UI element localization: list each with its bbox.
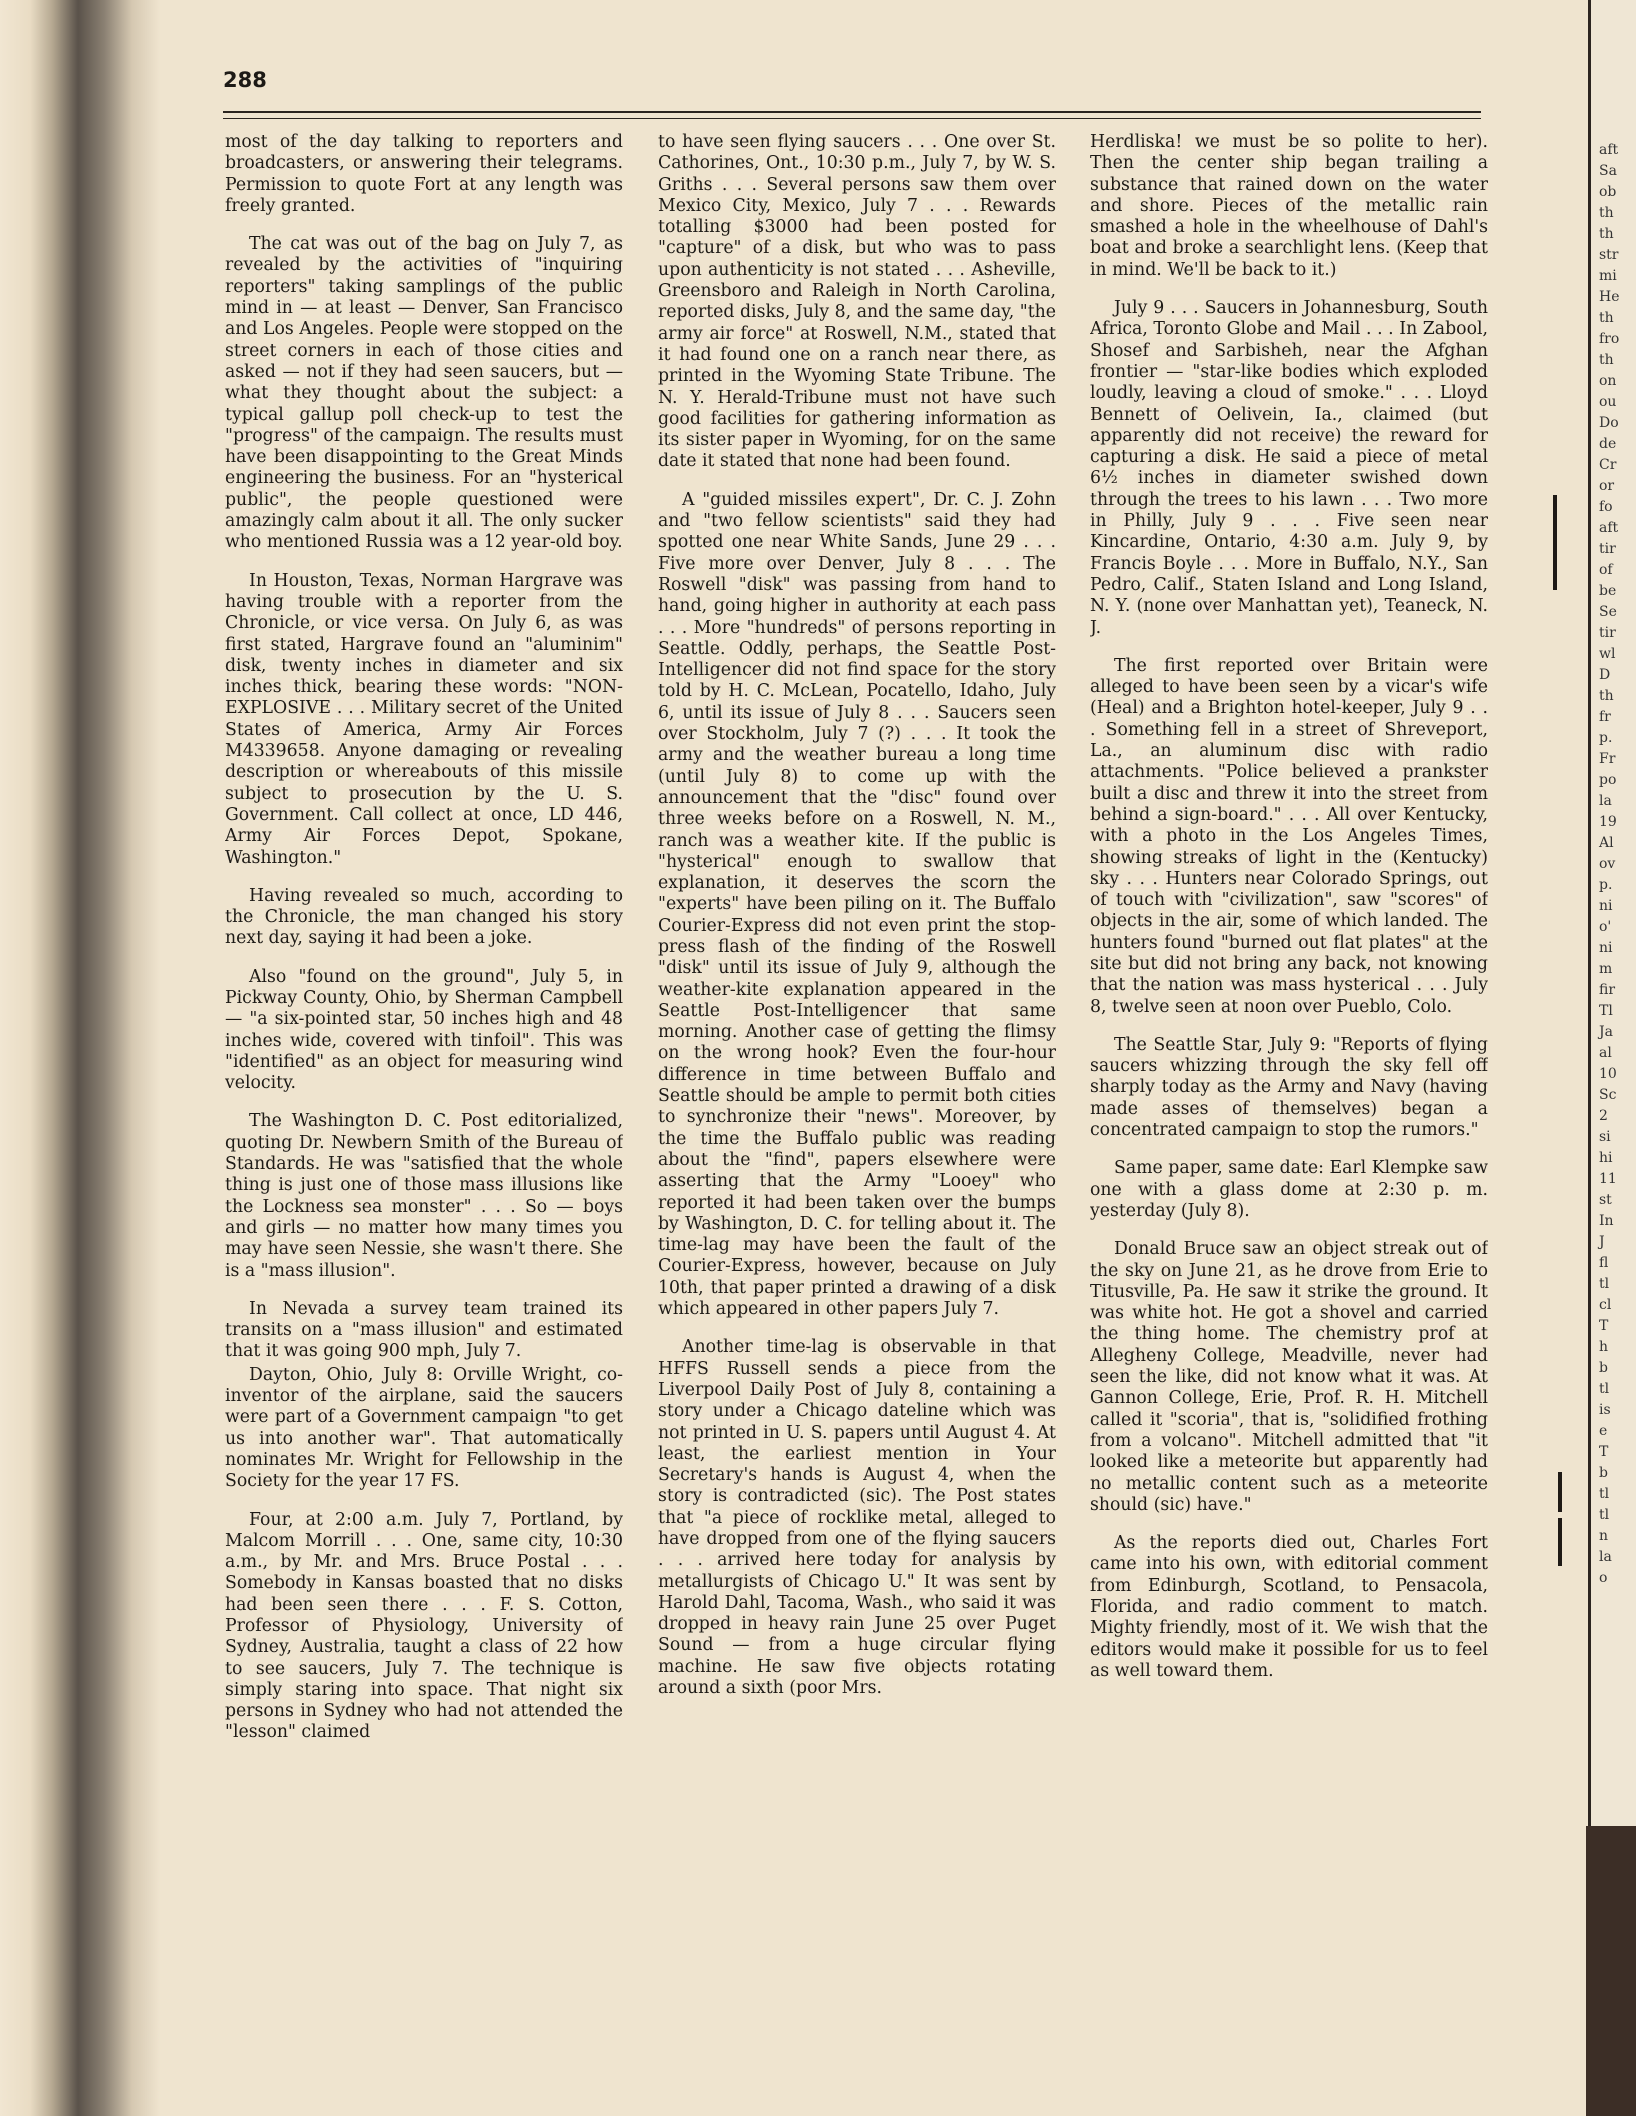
paragraph: Dayton, Ohio, July 8: Orville Wright, co-inventor of the airplane, said the saucers were part of a Government campaign "to get us into another war". That automatically nominates Mr. Wright for Fellowship in the Society for the year 17 FS. xyxy=(225,1364,623,1492)
paragraph: In Houston, Texas, Norman Hargrave was having trouble with a reporter from the Chronicle, or vice versa. On July 6, as was first stated, Hargrave found an "aluminim" disk, twenty inches in diameter and six inches thick, bearing these words: "NON-EXPLOSIVE . . . Military secret of the United States of America, Army Air Forces M4339658. Anyone damaging or revealing description or whereabouts of this missile subject to prosecution by the U. S. Government. Call collect at once, LD 446, Army Air Forces Depot, Spokane, Washington." xyxy=(225,570,623,868)
book-binding-shadow xyxy=(0,0,160,2116)
paragraph: The Seattle Star, July 9: "Reports of flying saucers whizzing through the sky fell off sharply today as the Army and Navy (having made asses of themselves) began a concentrated campaign to stop the rumors." xyxy=(1090,1034,1488,1141)
header-rule xyxy=(223,111,1481,113)
paragraph: Having revealed so much, according to the Chronicle, the man changed his story next day, saying it had been a joke. xyxy=(225,885,623,949)
paragraph: Herdliska! we must be so polite to her). Then the center ship began trailing a substance that rained down on the water and shore. Pieces of the metallic rain smashed a hole in the wheelhouse of Dahl's boat and broke a searchlight lens. (Keep that in mind. We'll be back to it.) xyxy=(1090,132,1488,280)
paragraph: Donald Bruce saw an object streak out of the sky on June 21, as he drove from Erie to Titusville, Pa. He saw it strike the ground. It was white hot. He got a shovel and carried the thing home. The chemistry prof at Allegheny College, Meadville, never had seen the like, did not know what it was. At Gannon College, Erie, Prof. R. H. Mitchell called it "scoria", that is, "solidified frothing from a volcano". Mitchell admitted that "it looked like a meteorite but apparently had no metallic content such as a meteorite should (sic) have." xyxy=(1090,1239,1488,1515)
text-column-1 xyxy=(225,132,623,2092)
margin-mark xyxy=(1558,1472,1562,1512)
paragraph: The Washington D. C. Post editorialized, quoting Dr. Newbern Smith of the Bureau of Standards. He was "satisfied that the whole thing is just one of those mass illusions like the Lockness sea monster" . . . So — boys and girls — no matter how many times you may have seen Nessie, she wasn't there. She is a "mass illusion". xyxy=(225,1111,623,1281)
paragraph: The cat was out of the bag on July 7, as revealed by the activities of "inquiring reporters" taking samplings of the public mind in — at least — Denver, San Francisco and Los Angeles. People were stopped on the street corners in each of those cities and asked — not if they had seen saucers, but — what they thought about the subject: a typical gallup poll check-up to test the "progress" of the campaign. The results must have been disappointing to the Great Minds engineering the business. For an "hysterical public", the people questioned were amazingly calm about it all. The only sucker who mentioned Russia was a 12 year-old boy. xyxy=(225,234,623,553)
paragraph: most of the day talking to reporters and broadcasters, or answering their telegrams. Permission to quote Fort at any length was freely granted. xyxy=(225,132,623,216)
page-number: 288 xyxy=(223,68,267,92)
paragraph: July 9 . . . Saucers in Johannesburg, South Africa, Toronto Globe and Mail . . . In Zabool, Shosef and Sarbisheh, near the Afghan frontier — "star-like bodies which exploded loudly, leaving a cloud of smoke." . . . Lloyd Bennett of Oelivein, Ia., claimed (but apparently did not receive) the reward for capturing a disk. He said a piece of metal 6½ inches in diameter swished down through the trees to his lawn . . . Two more in Philly, July 9 . . . Five seen near Kincardine, Ontario, 4:30 a.m. July 9, by Francis Boyle . . . More in Buffalo, N.Y., San Pedro, Calif., Staten Island and Long Island, N. Y. (none over Manhattan yet), Teaneck, N. J. xyxy=(1090,298,1488,638)
text-column-2 xyxy=(658,132,1056,2092)
adjacent-page-fragment: aft Sa ob th th str mi He th fro th on ou Do de Cr or fo aft tir of be Se tir wl D th fr p. Fr po la 19 Al ov p. ni o' ni m fir Tl Ja al 10 Sc 2 si hi 11 st In J fl tl cl T h b tl is e T b tl tl n la o xyxy=(1599,142,1620,1586)
paragraph: A "guided missiles expert", Dr. C. J. Zohn and "two fellow scientists" said they had spotted one near White Sands, June 29 . . . Five more over Denver, July 8 . . . The Roswell "disk" was passing from hand to hand, going higher in authority at each pass . . . More "hundreds" of persons reporting in Seattle. Oddly, perhaps, the Seattle Post-Intelligencer did not find space for the story told by H. C. McLean, Pocatello, Idaho, July 6, until its issue of July 8 . . . Saucers seen over Stockholm, July 7 (?) . . . It took the army and the weather bureau a long time (until July 8) to come up with the announcement that the "disc" found over three weeks before on a Roswell, N. M., ranch was a weather kite. If the public is "hysterical" enough to swallow that explanation, it deserves the scorn the "experts" have been piling on it. The Buffalo Courier-Express did not even print the stop-press flash of the finding of the Roswell "disk" until its issue of July 9, although the weather-kite explanation appeared in the Seattle Post-Intelligencer that same morning. Another case of getting the flimsy on the wrong hook? Even the four-hour difference in time between Buffalo and Seattle should be ample to permit both cities to synchronize their "news". Moreover, by the time the Buffalo public was reading about the "find", papers elsewhere were asserting that the Army "Looey" who reported it had been taken over the bumps by Washington, D. C. for telling about it. The time-lag may have been the fault of the Courier-Express, however, because on July 10th, that paper printed a drawing of a disk which appeared in other papers July 7. xyxy=(658,489,1056,1320)
paragraph: Same paper, same date: Earl Klempke saw one with a glass dome at 2:30 p. m. yesterday (July 8). xyxy=(1090,1158,1488,1221)
paragraph: In Nevada a survey team trained its transits on a "mass illusion" and estimated that it was going 900 mph, July 7. xyxy=(225,1298,623,1362)
paragraph: As the reports died out, Charles Fort came into his own, with editorial comment from Edinburgh, Scotland, to Pensacola, Florida, and radio comment to match. Mighty friendly, most of it. We wish that the editors would make it possible for us to feel as well toward them. xyxy=(1090,1533,1488,1681)
dark-corner-block xyxy=(1586,1826,1636,2116)
paragraph: Four, at 2:00 a.m. July 7, Portland, by Malcom Morrill . . . One, same city, 10:30 a.m., by Mr. and Mrs. Bruce Postal . . . Somebody in Kansas boasted that no disks had been seen there . . . F. S. Cotton, Professor of Physiology, University of Sydney, Australia, taught a class of 22 how to see saucers, July 7. The technique is simply staring into space. That night six persons in Sydney who had not attended the "lesson" claimed xyxy=(225,1509,623,1743)
paragraph: The first reported over Britain were alleged to have been seen by a vicar's wife (Heal) and a Brighton hotel-keeper, July 9 . . . Something fell in a street of Shreveport, La., an aluminum disc with radio attachments. "Police believed a prankster built a disc and threw it into the street from behind a sign-board." . . . All over Kentucky, with a photo in the Los Angeles Times, showing streaks of light in the (Kentucky) sky . . . Hunters near Colorado Springs, out of touch with "civilization", saw "scores" of objects in the air, some of which landed. The hunters found "burned out flat plates" at the site but did not bring any back, not knowing that the nation was mass hysterical . . . July 8, twelve seen at noon over Pueblo, Colo. xyxy=(1090,655,1488,1017)
adjacent-page-edge xyxy=(1588,0,1636,2116)
header-rule-thin xyxy=(223,118,1481,119)
margin-mark xyxy=(1553,495,1557,590)
text-column-3 xyxy=(1090,132,1488,2092)
paragraph: Also "found on the ground", July 5, in Pickway County, Ohio, by Sherman Campbell — "a six-pointed star, 50 inches high and 48 inches wide, covered with tinfoil". This was "identified" as an object for measuring wind velocity. xyxy=(225,966,623,1094)
paragraph: to have seen flying saucers . . . One over St. Cathorines, Ont., 10:30 p.m., July 7, by W. S. Griths . . . Several persons saw them over Mexico City, Mexico, July 7 . . . Rewards totalling $3000 had been posted for "capture" of a disk, but who was to pass upon authenticity is not stated . . . Asheville, Greensboro and Raleigh in North Carolina, reported disks, July 8, and the same day, "the army air force" at Roswell, N.M., stated that it had found one on a ranch near there, as printed in the Wyoming State Tribune. The N. Y. Herald-Tribune must not have such good facilities for gathering information as its sister paper in Wyoming, for on the same date it stated that none had been found. xyxy=(658,132,1056,472)
paragraph: Another time-lag is observable in that HFFS Russell sends a piece from the Liverpool Daily Post of July 8, containing a story under a Chicago dateline which was not printed in U. S. papers until August 4. At least, the earliest mention in Your Secretary's hands is August 4, when the story is contradicted (sic). The Post states that "a piece of rocklike metal, alleged to have dropped from one of the flying saucers . . . arrived here today for analysis by metallurgists of Chicago U." It was sent by Harold Dahl, Tacoma, Wash., who said it was dropped in heavy rain June 25 over Puget Sound — from a huge circular flying machine. He saw five objects rotating around a sixth (poor Mrs. xyxy=(658,1337,1056,1699)
margin-mark xyxy=(1558,1518,1562,1566)
